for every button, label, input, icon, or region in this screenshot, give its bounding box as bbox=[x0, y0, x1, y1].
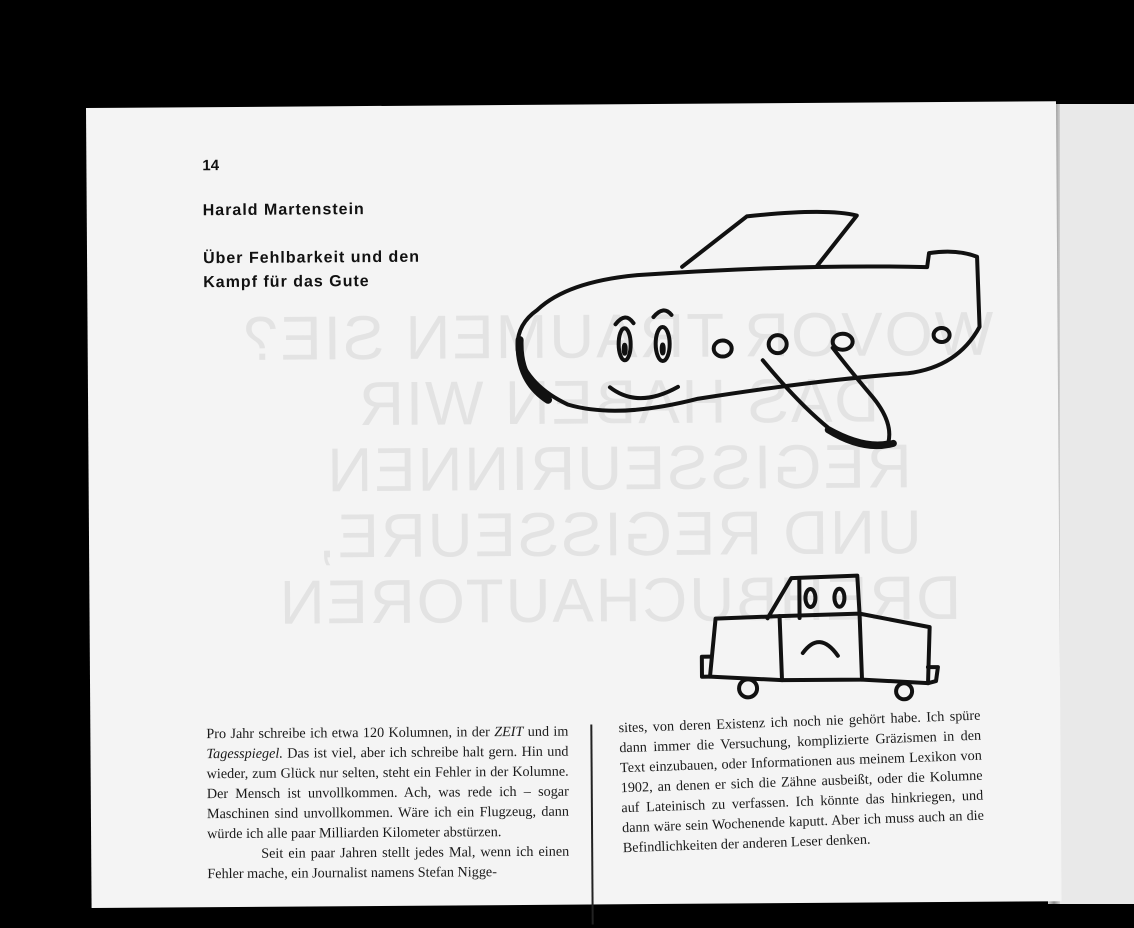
paragraph: Seit ein paar Jahren stellt jedes Mal, wenn ich einen Fehler mache, ein Journalist namens Stefan Nigge- bbox=[207, 843, 570, 883]
show-through-line: DAS HABEN WIR bbox=[356, 366, 880, 440]
text-run: Pro Jahr schreibe ich etwa 120 Kolumnen, in der bbox=[206, 724, 495, 743]
text-column-right bbox=[618, 706, 985, 859]
column-divider bbox=[590, 724, 593, 924]
show-through-line: REGISSEURINNEN bbox=[325, 432, 912, 506]
show-through-line: UND REGISSEURE, bbox=[316, 498, 922, 572]
airplane-doodle-icon bbox=[517, 211, 981, 448]
text-run: Das ist viel, aber ich schreibe halt gern. Hin und wieder, zum Glück nur selten, steht ein Fehler in der Kolumne. Der Mensch ist unvollkommen. Ach, was rede ich – sogar Maschinen sind unvollkommen. Wäre ich ein Flugzeug, dann würde ich alle paar Milliarden Kilometer abstürzen. bbox=[206, 743, 569, 843]
paragraph: sites, von deren Existenz ich noch nie gehört habe. Ich spüre dann immer die Versuchung, komplizierte Gräzismen in den Text einzubauen, oder Informationen aus meinem Lexikon von 1902, an denen er sich die Zähne ausbeißt, oder die Kolumne auf Lateinisch zu verfassen. Ich könnte das hinkriegen, und dann wäre sein Wochenende kaputt. Aber ich muss auch an die Befindlichkeiten der anderen Leser denken. bbox=[618, 707, 985, 857]
title-line: Über Fehlbarkeit und den bbox=[202, 248, 421, 268]
show-through-line: DREHBUCHAUTOREN bbox=[277, 563, 962, 638]
publication-name: ZEIT bbox=[494, 723, 524, 741]
title-line: Kampf für das Gute bbox=[203, 273, 370, 292]
page-number: 14 bbox=[202, 157, 220, 175]
show-through-line: WOVOR TRAUMEN SIE? bbox=[241, 299, 994, 374]
article-title bbox=[203, 245, 523, 295]
right-page-edge bbox=[1058, 104, 1134, 904]
text-column-left bbox=[206, 722, 569, 885]
car-doodle-icon bbox=[701, 575, 938, 701]
child-drawing bbox=[497, 197, 1001, 710]
publication-name: Tagesspiegel. bbox=[206, 745, 283, 763]
book-page bbox=[86, 101, 1062, 908]
paragraph bbox=[206, 722, 569, 845]
author-name: Harald Martenstein bbox=[202, 201, 365, 220]
text-run: und im bbox=[523, 723, 569, 740]
